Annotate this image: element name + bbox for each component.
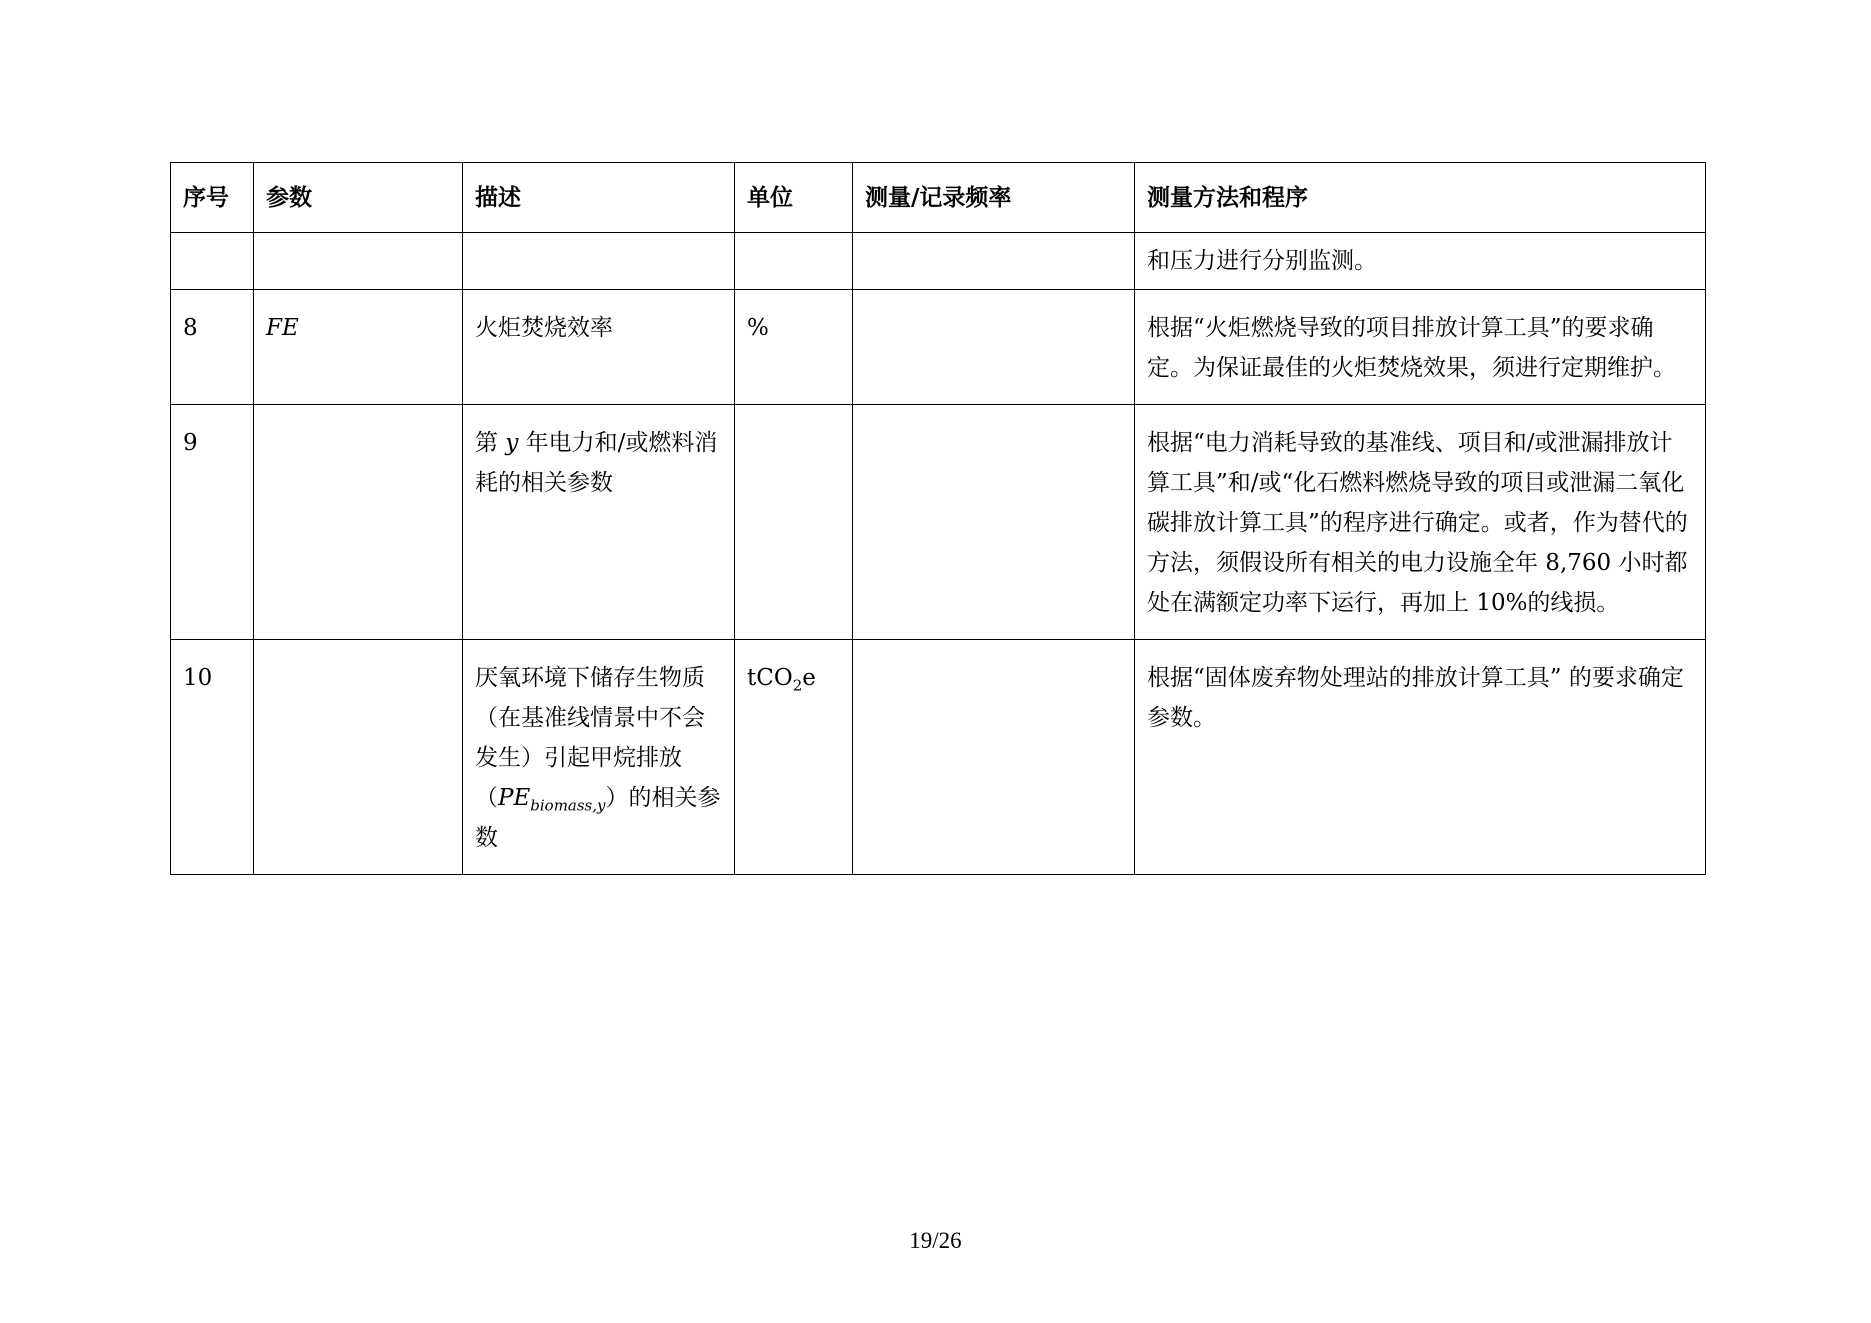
table-header-row	[171, 163, 1706, 233]
cell-no: 9	[171, 405, 254, 640]
cell-param	[254, 405, 463, 640]
cell-no: 10	[171, 640, 254, 875]
cell-no: 8	[171, 290, 254, 405]
cell-freq	[853, 290, 1135, 405]
cell-desc	[463, 640, 735, 875]
table-row	[171, 233, 1706, 290]
table-row	[171, 405, 1706, 640]
desc-variable: PE	[498, 785, 531, 811]
header-no: 序号	[171, 163, 254, 233]
table-row	[171, 640, 1706, 875]
header-method: 测量方法和程序	[1135, 163, 1706, 233]
desc-subscript: biomass,y	[530, 796, 606, 815]
cell-unit	[735, 233, 853, 290]
cell-method: 根据“火炬燃烧导致的项目排放计算工具”的要求确定。为保证最佳的火炬焚烧效果，须进行定期维护。	[1135, 290, 1706, 405]
cell-method: 和压力进行分别监测。	[1135, 233, 1706, 290]
unit-subscript: 2	[792, 676, 803, 695]
desc-suffix: 年电力和/或燃料消耗的相关参数	[475, 430, 718, 496]
desc-variable: y	[505, 430, 519, 456]
cell-method: 根据“固体废弃物处理站的排放计算工具” 的要求确定参数。	[1135, 640, 1706, 875]
cell-desc: 火炬焚烧效率	[463, 290, 735, 405]
cell-desc	[463, 405, 735, 640]
table-row	[171, 290, 1706, 405]
desc-tail: ）的相关参数	[475, 785, 721, 851]
header-desc: 描述	[463, 163, 735, 233]
cell-desc	[463, 233, 735, 290]
cell-freq	[853, 640, 1135, 875]
desc-prefix: 第	[475, 430, 498, 456]
cell-freq	[853, 405, 1135, 640]
cell-unit	[735, 640, 853, 875]
cell-unit	[735, 405, 853, 640]
page-number: 19/26	[909, 1228, 962, 1253]
cell-unit: %	[735, 290, 853, 405]
monitoring-parameters-table	[170, 162, 1706, 875]
cell-freq	[853, 233, 1135, 290]
header-param: 参数	[254, 163, 463, 233]
header-freq: 测量/记录频率	[853, 163, 1135, 233]
desc-text: 厌氧环境下储存生物质（在基准线情景中不会发生）引起甲烷排放（	[475, 665, 705, 811]
unit-base: tCO	[747, 665, 793, 691]
unit-tail: e	[802, 665, 816, 691]
cell-param: FE	[254, 290, 463, 405]
cell-no	[171, 233, 254, 290]
header-unit: 单位	[735, 163, 853, 233]
cell-param	[254, 640, 463, 875]
cell-method: 根据“电力消耗导致的基准线、项目和/或泄漏排放计算工具”和/或“化石燃料燃烧导致的项目或泄漏二氧化碳排放计算工具”的程序进行确定。或者，作为替代的方法，须假设所有相关的电力设施全年 8,760 小时都处在满额定功率下运行，再加上 10%的线损。	[1135, 405, 1706, 640]
cell-param	[254, 233, 463, 290]
